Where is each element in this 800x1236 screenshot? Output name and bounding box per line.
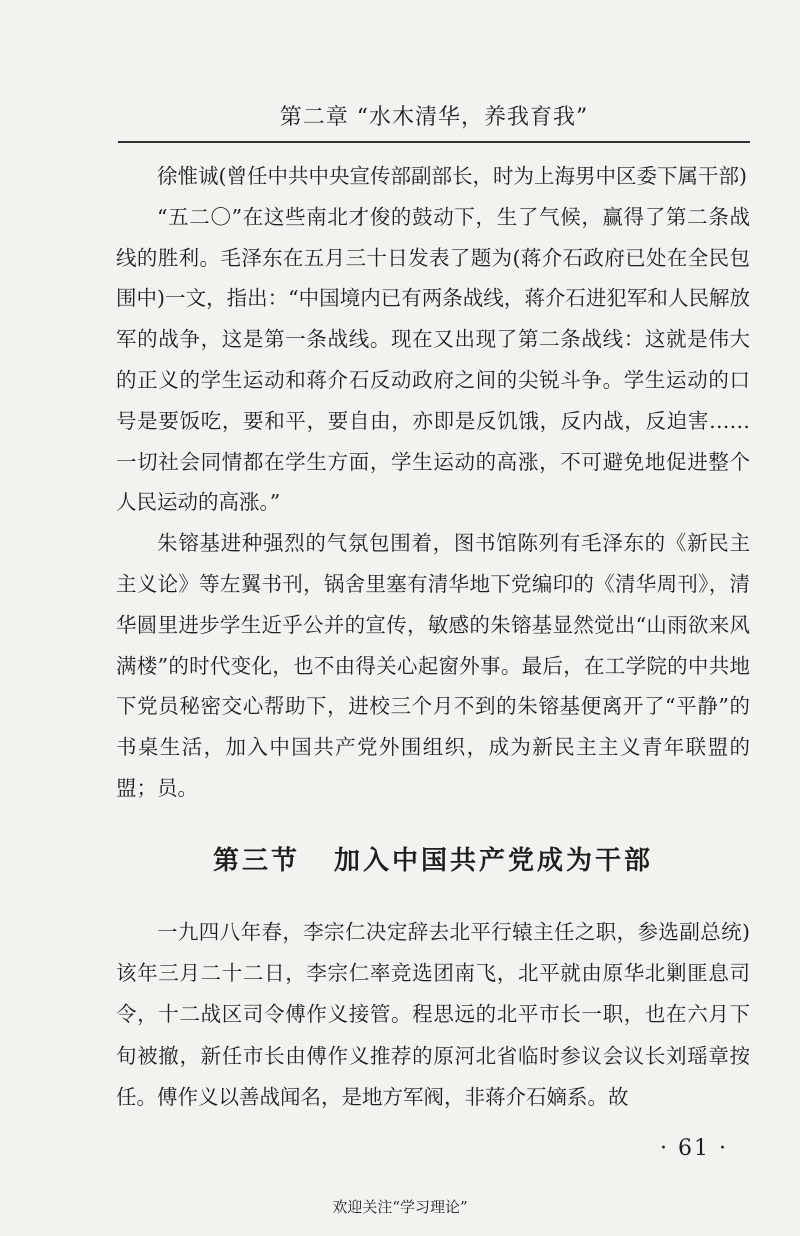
header-rule bbox=[118, 141, 750, 143]
paragraph: 徐惟诚(曾任中共中央宣传部副部长，时为上海男中区委下属干部) bbox=[157, 164, 747, 188]
running-head: 第二章 “水木清华，养我育我” bbox=[279, 105, 589, 130]
footer-note: 欢迎关注“学习理论” bbox=[332, 1198, 468, 1216]
body-text bbox=[116, 156, 750, 809]
section-body-text bbox=[116, 912, 750, 1118]
section-title: 加入中国共产党成为干部 bbox=[334, 846, 654, 876]
section-heading bbox=[116, 840, 750, 877]
page-number: · 61 · bbox=[660, 1136, 728, 1161]
section-number: 第三节 bbox=[212, 846, 300, 876]
paragraph: 一九四八年春，李宗仁决定辞去北平行辕主任之职，参选副总统)该年三月二十二日，李宗仁率竞选团南飞，北平就由原华北剿匪息司令，十二战区司令傅作义接管。程思远的北平市长一职，也在六月下旬被撤，新任市长由傅作义推荐的原河北省临时参议会议长刘瑶章按任。傅作义以善战闻名，是地方军阀，非蒋介石嫡系。故 bbox=[116, 920, 750, 1109]
paragraph: “五二〇”在这些南北才俊的鼓动下，生了气候，赢得了第二条战线的胜利。毛泽东在五月三十日发表了题为(蒋介石政府已处在全民包围中)一文，指出：“中国境内已有两条战线，蒋介石进犯军和人民解放军的战争，这是第一条战线。现在又出现了第二条战线：这就是伟大的正义的学生运动和蒋介石反动政府之间的尖锐斗争。学生运动的口号是要饭吃，要和平，要自由，亦即是反饥饿，反内战，反迫害……一切社会同情都在学生方面，学生运动的高涨，不可避免地促进整个人民运动的高涨。” bbox=[116, 204, 750, 515]
paragraph: 朱镕基进种强烈的气氛包围着，图书馆陈列有毛泽东的《新民主主义论》等左翼书刊，锅舍里塞有清华地下党编印的《清华周刊》，清华圆里进步学生近乎公并的宣传，敏感的朱镕基显然觉出“山雨欲来风满楼”的时代变化，也不由得关心起窗外事。最后，在工学院的中共地下党员秘密交心帮助下，进校三个月不到的朱镕基便离开了“平静”的书桌生活，加入中国共产党外围组织，成为新民主主义青年联盟的盟；员。 bbox=[116, 531, 750, 800]
